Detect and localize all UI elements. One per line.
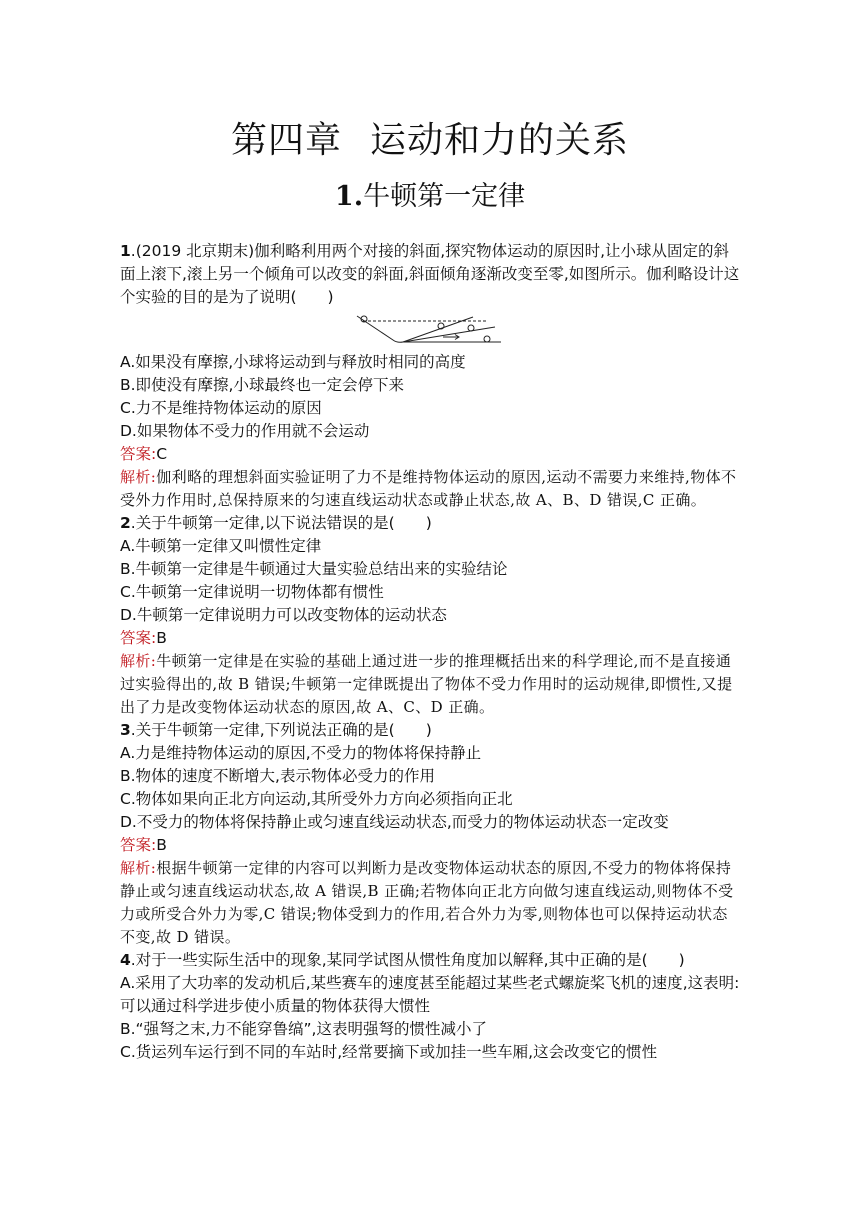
answer-value: C [156, 445, 168, 463]
question-number: 1 [120, 242, 131, 260]
section-number: 1. [334, 181, 364, 212]
option-d: D.牛顿第一定律说明力可以改变物体的运动状态 [120, 606, 447, 624]
explanation: 解析:牛顿第一定律是在实验的基础上通过进一步的推理概括出来的科学理论,而不是直接通过实验得出的,故 B 错误;牛顿第一定律既提出了物体不受力作用时的运动规律,即惯性,又提出了力是改变物体运动状态的原因,故 A、C、D 正确。 [120, 652, 733, 716]
fixed-incline [357, 316, 407, 342]
option-a: A.力是维持物体运动的原因,不受力的物体将保持静止 [120, 744, 482, 762]
question-number: 2 [120, 514, 131, 532]
option-a: A.牛顿第一定律又叫惯性定律 [120, 537, 322, 555]
option-d: D.如果物体不受力的作用就不会运动 [120, 422, 370, 440]
option-b: B.物体的速度不断增大,表示物体必受力的作用 [120, 767, 435, 785]
answer-label: 答案: [120, 629, 157, 647]
answer-line [120, 443, 740, 466]
answer-line [120, 834, 740, 857]
explanation-label: 解析: [120, 652, 157, 670]
explanation-label: 解析: [120, 859, 157, 877]
question-list [120, 240, 740, 1064]
option-c: C.牛顿第一定律说明一切物体都有惯性 [120, 583, 384, 601]
question-3 [120, 719, 740, 949]
option-c: C.力不是维持物体运动的原因 [120, 399, 322, 417]
explanation: 解析:伽利略的理想斜面实验证明了力不是维持物体运动的原因,运动不需要力来维持,物体不受外力作用时,总保持原来的匀速直线运动状态或静止状态,故 A、B、D 错误,C 正确。 [120, 468, 737, 509]
chapter-name: 运动和力的关系 [370, 120, 630, 161]
question-2 [120, 512, 740, 719]
question-stem: 1.(2019 北京期末)伽利略利用两个对接的斜面,探究物体运动的原因时,让小球从固定的斜面上滚下,滚上另一个倾角可以改变的斜面,斜面倾角逐渐改变至零,如图所示。伽利略设计这个实验的目的是为了说明( ) [120, 242, 740, 306]
explanation: 解析:根据牛顿第一定律的内容可以判断力是改变物体运动状态的原因,不受力的物体将保持静止或匀速直线运动状态,故 A 错误,B 正确;若物体向正北方向做匀速直线运动,则物体不受力或所受合外力为零,C 错误;物体受到力的作用,若合外力为零,则物体也可以保持运动状态不变,故 D 错误。 [120, 859, 734, 946]
ball-mid [468, 325, 474, 331]
option-a: A.如果没有摩擦,小球将运动到与释放时相同的高度 [120, 353, 466, 371]
question-stem: 2.关于牛顿第一定律,以下说法错误的是( ) [120, 514, 432, 532]
chapter-number: 第四章 [230, 120, 342, 161]
option-b: B.即使没有摩擦,小球最终也一定会停下来 [120, 376, 404, 394]
option-d: D.不受力的物体将保持静止或匀速直线运动状态,而受力的物体运动状态一定改变 [120, 813, 669, 831]
option-c: C.物体如果向正北方向运动,其所受外力方向必须指向正北 [120, 790, 513, 808]
option-b: B.“强弩之末,力不能穿鲁缟”,这表明强弩的惯性减小了 [120, 1020, 487, 1038]
answer-label: 答案: [120, 836, 157, 854]
ball-flat [484, 336, 490, 342]
question-number: 3 [120, 721, 131, 739]
answer-value: B [156, 836, 167, 854]
question-stem: 3.关于牛顿第一定律,下列说法正确的是( ) [120, 721, 432, 739]
question-number: 4 [120, 951, 131, 969]
question-stem: 4.对于一些实际生活中的现象,某同学试图从惯性角度加以解释,其中正确的是( ) [120, 951, 685, 969]
answer-value: B [156, 629, 167, 647]
chapter-title [0, 112, 860, 163]
question-1 [120, 240, 740, 512]
option-a: A.采用了大功率的发动机后,某些赛车的速度甚至能超过某些老式螺旋桨飞机的速度,这表明:可以通过科学进步使小质量的物体获得大惯性 [120, 974, 740, 1015]
section-name: 牛顿第一定律 [363, 181, 526, 212]
option-c: C.货运列车运行到不同的车站时,经常要摘下或加挂一些车厢,这会改变它的惯性 [120, 1043, 658, 1061]
answer-line [120, 627, 740, 650]
option-b: B.牛顿第一定律是牛顿通过大量实验总结出来的实验结论 [120, 560, 508, 578]
question-4 [120, 949, 740, 1064]
incline-mid [403, 327, 495, 342]
explanation-label: 解析: [120, 468, 157, 486]
section-title [0, 174, 860, 213]
inclined-plane-figure [355, 313, 505, 347]
answer-label: 答案: [120, 445, 157, 463]
